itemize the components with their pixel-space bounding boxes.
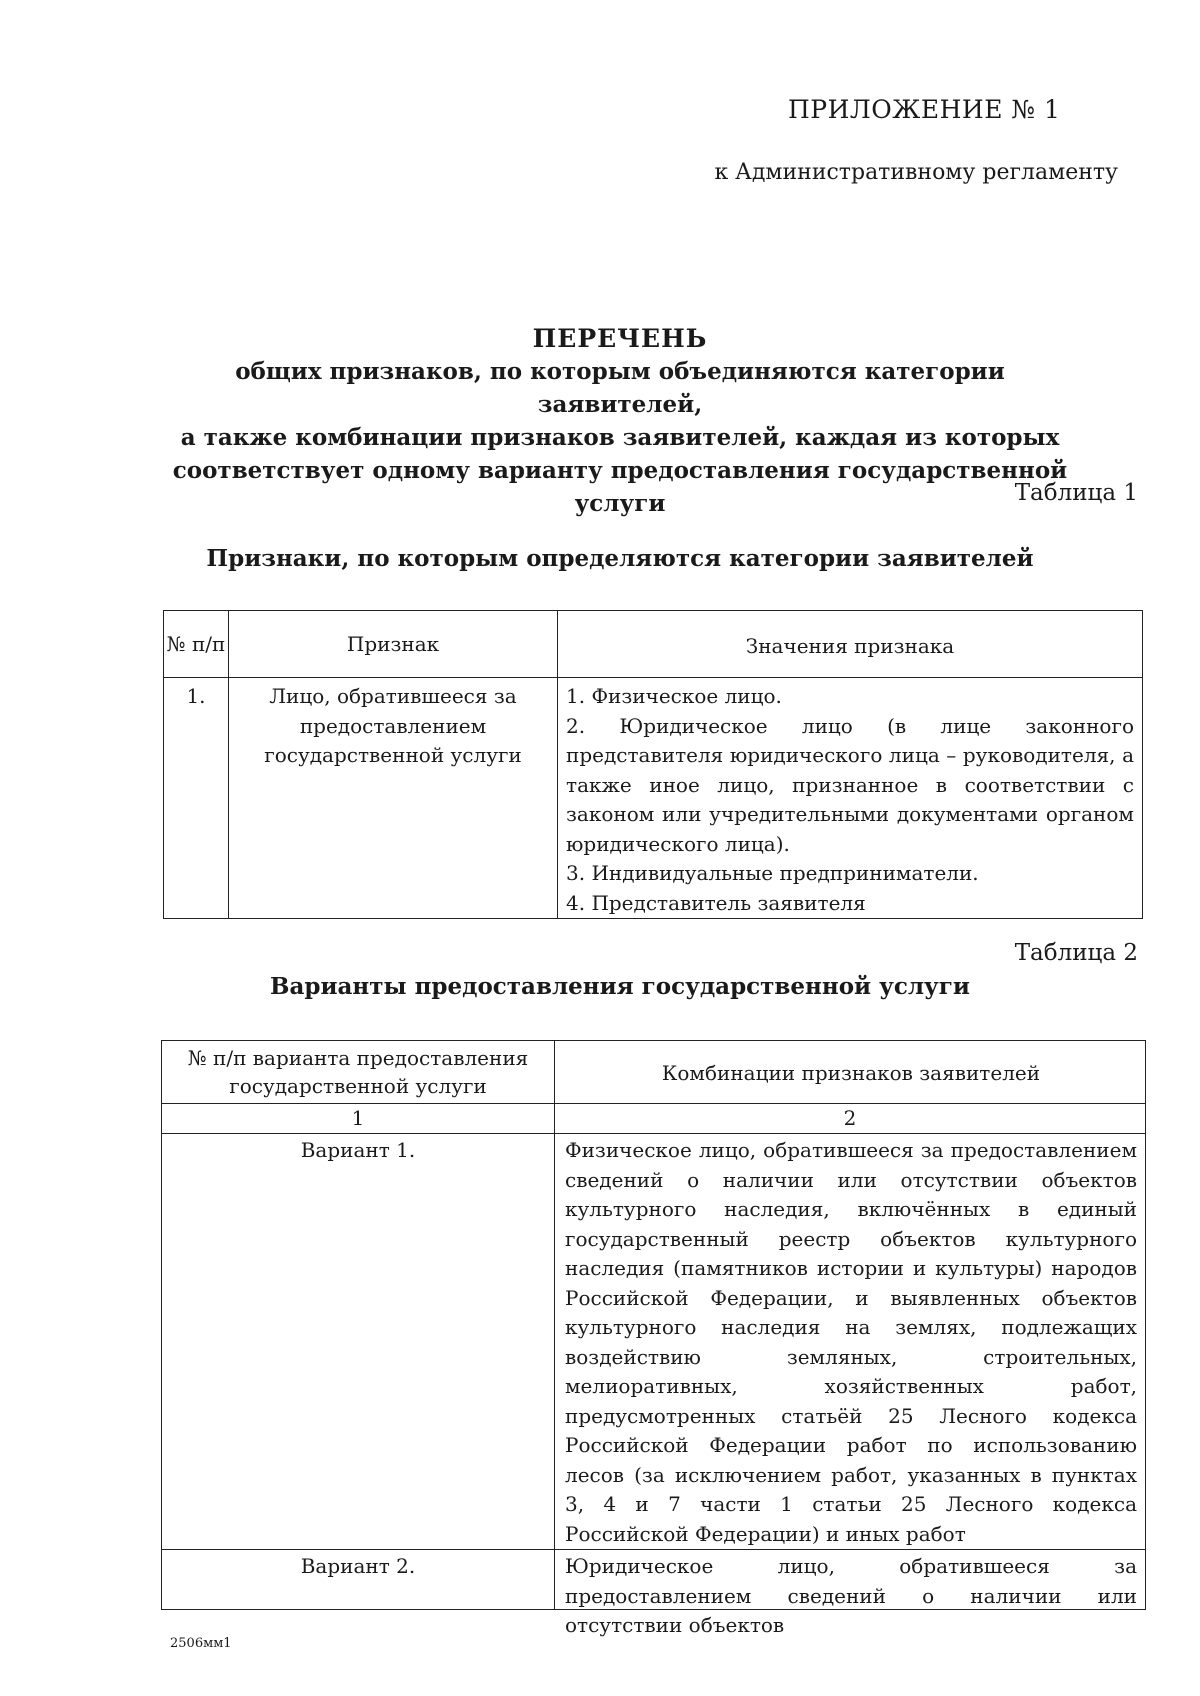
column-number: 1 — [162, 1104, 555, 1134]
header-combinations: Комбинации признаков заявителей — [555, 1041, 1146, 1104]
table-row — [162, 1550, 1146, 1610]
table-row — [164, 678, 1143, 919]
column-number: 2 — [555, 1104, 1146, 1134]
column-number-row — [162, 1104, 1146, 1134]
variant-label: Вариант 2. — [162, 1550, 555, 1610]
heading-line-3: соответствует одному варианту предоставления государственной услуги — [172, 457, 1068, 517]
value-item: 1. Физическое лицо. — [566, 684, 782, 708]
header-number: № п/п — [164, 611, 229, 678]
value-item: 2. Юридическое лицо (в лице законного представителя юридического лица – руководителя, а также иное лицо, признанное в соответствии с законом или учредительными документами органом юридического лица). — [566, 713, 1134, 856]
heading-line-1: общих признаков, по которым объединяются категории заявителей, — [235, 358, 1005, 418]
variant-combination-text: Юридическое лицо, обратившееся за предоставлением сведений о наличии или отсутствии объектов — [565, 1554, 1137, 1637]
variant-combination — [555, 1550, 1146, 1637]
heading-title: ПЕРЕЧЕНЬ — [532, 324, 708, 353]
header-feature: Признак — [229, 611, 558, 678]
appendix-title: ПРИЛОЖЕНИЕ № 1 — [788, 95, 1061, 124]
header-values: Значения признака — [558, 611, 1143, 678]
value-item: 3. Индивидуальные предприниматели. — [566, 861, 979, 885]
variant-label: Вариант 1. — [162, 1134, 555, 1550]
table1-caption: Признаки, по которым определяются категории заявителей — [206, 545, 1034, 572]
heading-line-2: а также комбинации признаков заявителей, каждая из которых — [180, 424, 1060, 451]
table-header-row — [164, 611, 1143, 678]
row-feature: Лицо, обратившееся за предоставлением государственной услуги — [229, 678, 558, 919]
variants-table — [161, 1040, 1146, 1637]
document-heading — [160, 322, 1080, 520]
table1-label: Таблица 1 — [1014, 480, 1138, 506]
table2-label: Таблица 2 — [1014, 940, 1138, 966]
appendix-subtitle: к Административному регламенту — [714, 160, 1118, 185]
features-table — [163, 610, 1143, 919]
footer-code: 2506мм1 — [170, 1636, 232, 1651]
variant-combination: Физическое лицо, обратившееся за предоставлением сведений о наличии или отсутствии объектов культурного наследия, включённых в единый государственный реестр объектов культурного наследия (памятников истории и культуры) народов Российской Федерации, и выявленных объектов культурного наследия на землях, подлежащих воздействию земляных, строительных, мелиоративных, хозяйственных работ, предусмотренных статьёй 25 Лесного кодекса Российской Федерации работ по использованию лесов (за исключением работ, указанных в пунктах 3, 4 и 7 части 1 статьи 25 Лесного кодекса Российской Федерации) и иных работ — [555, 1134, 1146, 1550]
header-variant-number: № п/п варианта предоставления государственной услуги — [162, 1041, 555, 1104]
row-number: 1. — [164, 678, 229, 919]
table-header-row — [162, 1041, 1146, 1104]
row-values — [558, 678, 1143, 919]
table-row — [162, 1134, 1146, 1550]
table2-caption: Варианты предоставления государственной услуги — [270, 973, 970, 1000]
value-item: 4. Представитель заявителя — [566, 890, 866, 915]
